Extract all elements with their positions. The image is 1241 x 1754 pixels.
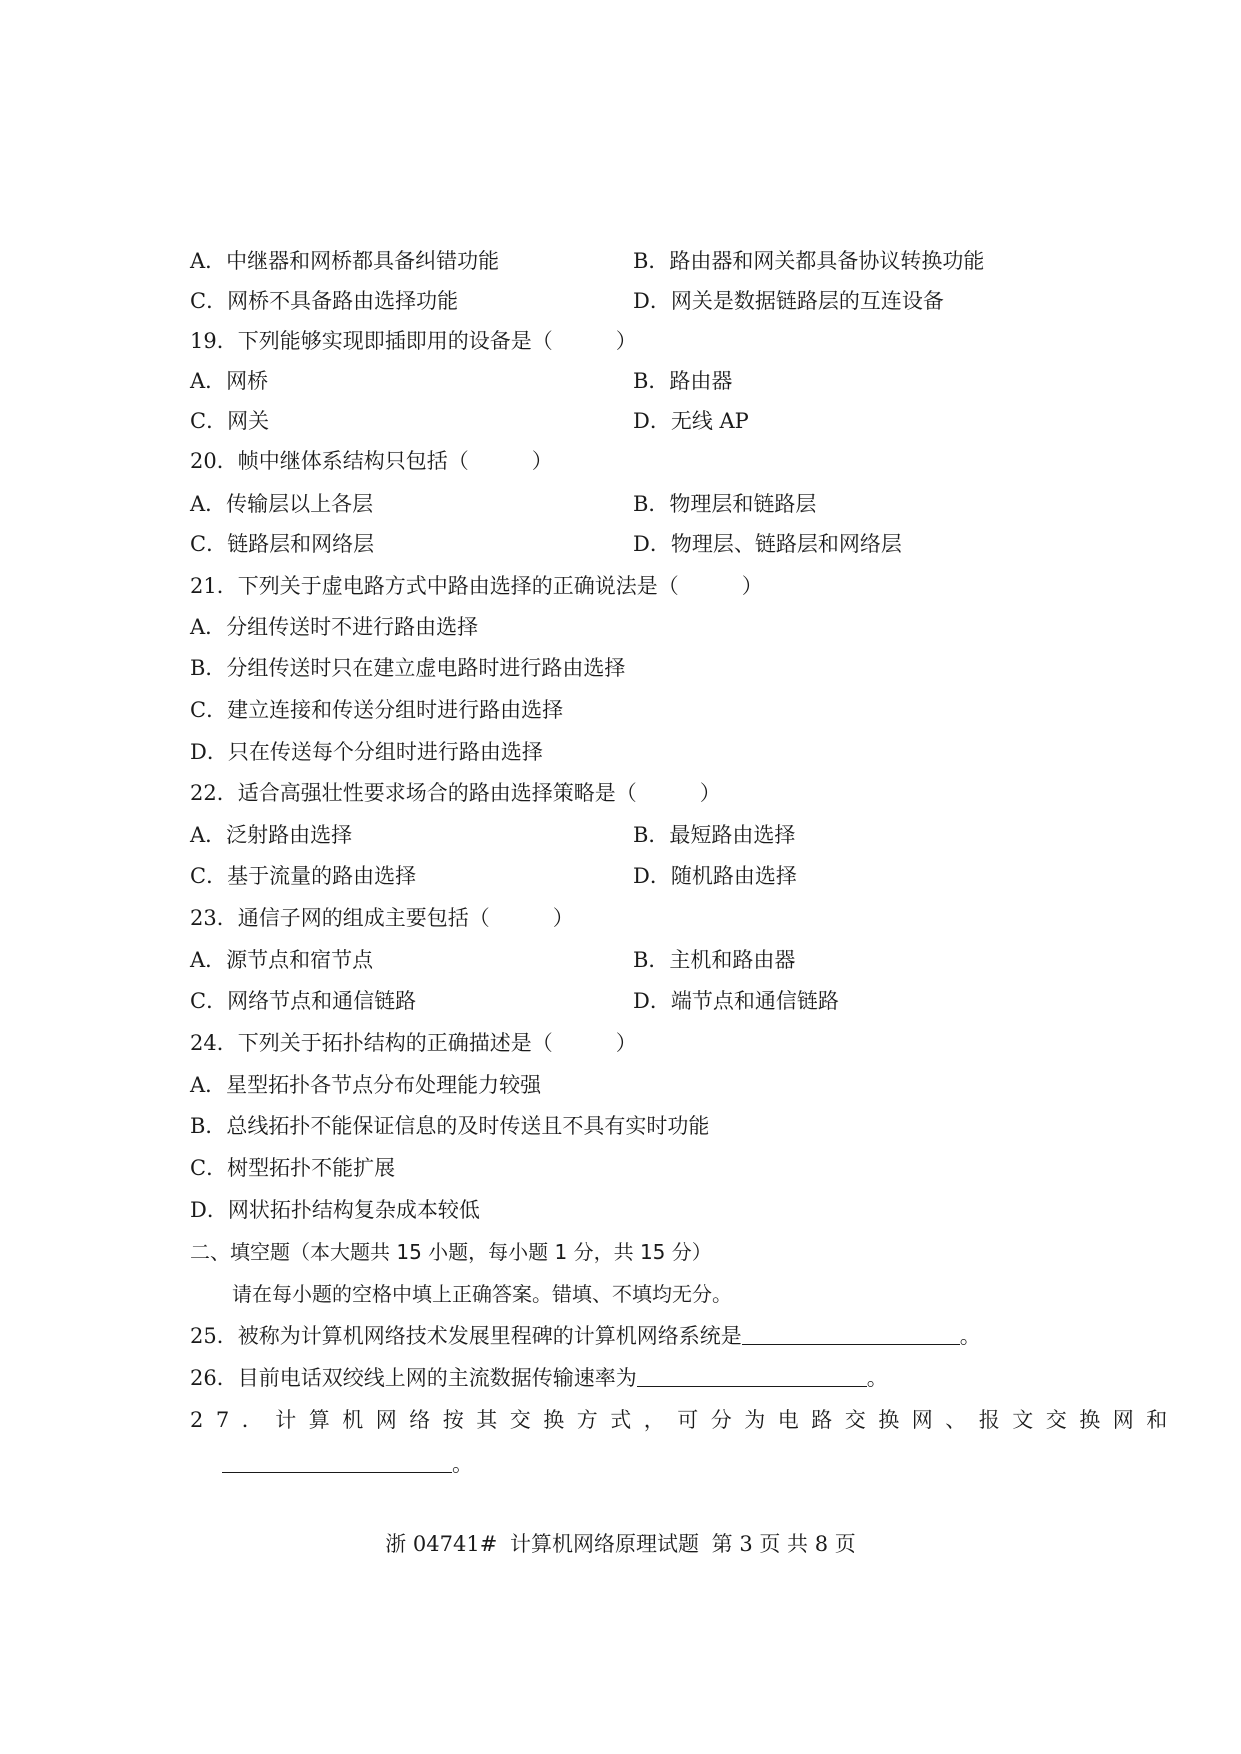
q24-option-d: D．网状拓扑结构复杂成本较低 bbox=[190, 1198, 480, 1222]
q27-text: 27．计算机网络按其交换方式，可分为电路交换网、报文交换网和 bbox=[190, 1408, 1180, 1432]
q19-stem: 19．下列能够实现即插即用的设备是（ ） bbox=[190, 329, 637, 353]
q27-answer-blank[interactable] bbox=[222, 1452, 452, 1473]
q21-option-d: D．只在传送每个分组时进行路由选择 bbox=[190, 740, 543, 764]
q26-end: 。 bbox=[866, 1366, 888, 1390]
q19-option-c: C．网关 bbox=[190, 409, 270, 433]
q24-option-b: B．总线拓扑不能保证信息的及时传送且不具有实时功能 bbox=[190, 1114, 710, 1138]
section-title: 二、填空题（本大题共 15 小题，每小题 1 分，共 15 分） bbox=[190, 1240, 712, 1264]
section-instruction: 请在每小题的空格中填上正确答案。错填、不填均无分。 bbox=[232, 1282, 732, 1306]
q24-option-c: C．树型拓扑不能扩展 bbox=[190, 1156, 396, 1180]
q20-option-b: B．物理层和链路层 bbox=[633, 492, 817, 516]
q21-stem: 21．下列关于虚电路方式中路由选择的正确说法是（ ） bbox=[190, 574, 763, 598]
q27-line bbox=[222, 1450, 473, 1478]
q24-option-a: A．星型拓扑各节点分布处理能力较强 bbox=[190, 1073, 542, 1097]
q23-option-c: C．网络节点和通信链路 bbox=[190, 989, 417, 1013]
footer-page: 第 3 页 共 8 页 bbox=[711, 1532, 856, 1556]
q25-end: 。 bbox=[959, 1324, 981, 1348]
q21-option-c: C．建立连接和传送分组时进行路由选择 bbox=[190, 698, 564, 722]
q20-option-a: A．传输层以上各层 bbox=[190, 492, 374, 516]
q26-answer-blank[interactable] bbox=[637, 1366, 867, 1387]
q25-answer-blank[interactable] bbox=[742, 1324, 960, 1345]
q27-end: 。 bbox=[452, 1452, 473, 1476]
q20-option-d: D．物理层、链路层和网络层 bbox=[633, 532, 902, 556]
q19-option-d: D．无线 AP bbox=[633, 409, 749, 433]
q22-option-d: D．随机路由选择 bbox=[633, 864, 797, 888]
q22-option-b: B．最短路由选择 bbox=[633, 823, 796, 847]
footer-code: 浙 04741# bbox=[385, 1532, 498, 1556]
q21-option-b: B．分组传送时只在建立虚电路时进行路由选择 bbox=[190, 656, 626, 680]
q18-option-b: B．路由器和网关都具备协议转换功能 bbox=[633, 249, 985, 273]
q22-stem: 22．适合高强壮性要求场合的路由选择策略是（ ） bbox=[190, 781, 721, 805]
q22-option-a: A．泛射路由选择 bbox=[190, 823, 353, 847]
q23-option-a: A．源节点和宿节点 bbox=[190, 948, 374, 972]
q20-stem: 20．帧中继体系结构只包括（ ） bbox=[190, 449, 553, 473]
q19-option-a: A．网桥 bbox=[190, 369, 269, 393]
q24-stem: 24．下列关于拓扑结构的正确描述是（ ） bbox=[190, 1031, 637, 1055]
q22-option-c: C．基于流量的路由选择 bbox=[190, 864, 417, 888]
q21-option-a: A．分组传送时不进行路由选择 bbox=[190, 615, 479, 639]
q23-option-d: D．端节点和通信链路 bbox=[633, 989, 839, 1013]
q26-text: 26．目前电话双绞线上网的主流数据传输速率为 bbox=[190, 1366, 637, 1390]
q19-option-b: B．路由器 bbox=[633, 369, 733, 393]
q25-line bbox=[190, 1322, 981, 1350]
q18-option-a: A．中继器和网桥都具备纠错功能 bbox=[190, 249, 500, 273]
q23-option-b: B．主机和路由器 bbox=[633, 948, 796, 972]
q25-text: 25．被称为计算机网络技术发展里程碑的计算机网络系统是 bbox=[190, 1324, 742, 1348]
q18-option-c: C．网桥不具备路由选择功能 bbox=[190, 289, 459, 313]
q26-line bbox=[190, 1364, 888, 1392]
page-footer bbox=[0, 1530, 1241, 1558]
q18-option-d: D．网关是数据链路层的互连设备 bbox=[633, 289, 944, 313]
footer-title: 计算机网络原理试题 bbox=[509, 1532, 699, 1556]
q23-stem: 23．通信子网的组成主要包括（ ） bbox=[190, 906, 574, 930]
q20-option-c: C．链路层和网络层 bbox=[190, 532, 375, 556]
